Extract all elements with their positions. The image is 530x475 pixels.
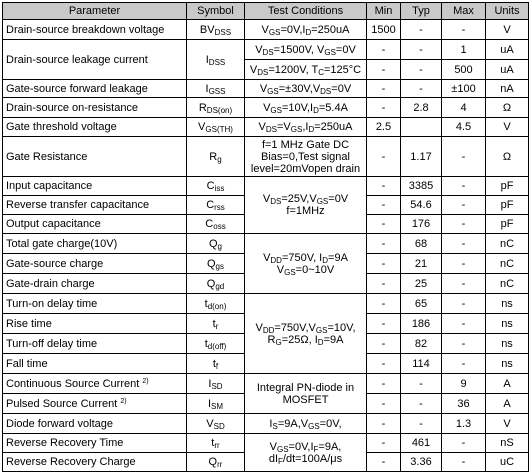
header-typ: Typ bbox=[401, 3, 442, 20]
symbol-cell: $V_{GS(TH)}$ bbox=[187, 118, 245, 137]
condition-cell: $V_{GS}=0V,I_F=9A$, $dI_F/dt=100A/\mu s$ bbox=[245, 434, 367, 472]
min-cell: - bbox=[367, 60, 401, 80]
typ-cell: 21 bbox=[401, 254, 442, 274]
condition-cell: $V_{DS}=1500V$, $V_{GS}=0V$ bbox=[245, 40, 367, 60]
typ-cell: 186 bbox=[401, 314, 442, 334]
table-row bbox=[3, 40, 529, 60]
max-cell: - bbox=[442, 334, 486, 354]
typ-cell: 82 bbox=[401, 334, 442, 354]
table-row bbox=[3, 20, 529, 40]
header-symbol: Symbol bbox=[187, 3, 245, 20]
symbol-cell: $C_{rss}$ bbox=[187, 196, 245, 215]
max-cell: - bbox=[442, 274, 486, 294]
typ-cell: - bbox=[401, 414, 442, 434]
param-cell: Output capacitance bbox=[3, 215, 187, 234]
param-cell: Turn-on delay time bbox=[3, 294, 187, 314]
typ-cell: - bbox=[401, 20, 442, 40]
unit-cell: uC bbox=[486, 453, 529, 472]
unit-cell: Ω bbox=[486, 98, 529, 118]
unit-cell: pF bbox=[486, 196, 529, 215]
typ-cell: 65 bbox=[401, 294, 442, 314]
unit-cell: pF bbox=[486, 177, 529, 196]
condition-cell: $V_{GS}=\pm 30V,V_{DS}=0V$ bbox=[245, 80, 367, 98]
header-units: Units bbox=[486, 3, 529, 20]
header-row bbox=[3, 3, 529, 20]
table-row bbox=[3, 177, 529, 196]
min-cell: - bbox=[367, 374, 401, 394]
min-cell: - bbox=[367, 453, 401, 472]
unit-cell: ns bbox=[486, 294, 529, 314]
param-cell: Reverse Recovery Charge bbox=[3, 453, 187, 472]
typ-cell: 25 bbox=[401, 274, 442, 294]
symbol-cell: $Q_g$ bbox=[187, 234, 245, 254]
min-cell: - bbox=[367, 434, 401, 453]
max-cell: ±100 bbox=[442, 80, 486, 98]
min-cell: - bbox=[367, 274, 401, 294]
max-cell: - bbox=[442, 234, 486, 254]
symbol-cell: $R_{DS(on)}$ bbox=[187, 98, 245, 118]
min-cell: - bbox=[367, 177, 401, 196]
param-cell: Pulsed Source Current $^{2)}$ bbox=[3, 394, 187, 414]
param-cell: Continuous Source Current $^{2)}$ bbox=[3, 374, 187, 394]
table-row bbox=[3, 414, 529, 434]
symbol-cell: $BV_{DSS}$ bbox=[187, 20, 245, 40]
param-cell: Diode forward voltage bbox=[3, 414, 187, 434]
max-cell: - bbox=[442, 354, 486, 374]
unit-cell: uA bbox=[486, 60, 529, 80]
min-cell: - bbox=[367, 294, 401, 314]
max-cell: 9 bbox=[442, 374, 486, 394]
symbol-cell: $R_g$ bbox=[187, 137, 245, 177]
param-cell: Reverse transfer capacitance bbox=[3, 196, 187, 215]
symbol-cell: $I_{DSS}$ bbox=[187, 40, 245, 80]
symbol-cell: $C_{oss}$ bbox=[187, 215, 245, 234]
min-cell: - bbox=[367, 137, 401, 177]
unit-cell: ns bbox=[486, 334, 529, 354]
unit-cell: Ω bbox=[486, 137, 529, 177]
min-cell: - bbox=[367, 394, 401, 414]
param-cell: Turn-off delay time bbox=[3, 334, 187, 354]
typ-cell: 114 bbox=[401, 354, 442, 374]
unit-cell: nC bbox=[486, 234, 529, 254]
symbol-cell: $I_{GSS}$ bbox=[187, 80, 245, 98]
max-cell: - bbox=[442, 254, 486, 274]
symbol-cell: $I_{SD}$ bbox=[187, 374, 245, 394]
max-cell: 500 bbox=[442, 60, 486, 80]
param-cell: Input capacitance bbox=[3, 177, 187, 196]
condition-cell: $V_{DS}=25V,V_{GS}=0V$ f=1MHz bbox=[245, 177, 367, 234]
param-cell: Rise time bbox=[3, 314, 187, 334]
table-row bbox=[3, 98, 529, 118]
typ-cell: 3385 bbox=[401, 177, 442, 196]
typ-cell: 1.17 bbox=[401, 137, 442, 177]
typ-cell: 176 bbox=[401, 215, 442, 234]
max-cell: - bbox=[442, 196, 486, 215]
typ-cell: - bbox=[401, 60, 442, 80]
param-cell: Gate-source forward leakage bbox=[3, 80, 187, 98]
symbol-cell: $t_{d(on)}$ bbox=[187, 294, 245, 314]
param-cell: Gate threshold voltage bbox=[3, 118, 187, 137]
header-test-conditions: Test Conditions bbox=[245, 3, 367, 20]
typ-cell: - bbox=[401, 394, 442, 414]
header-min: Min bbox=[367, 3, 401, 20]
symbol-cell: $V_{SD}$ bbox=[187, 414, 245, 434]
max-cell: - bbox=[442, 314, 486, 334]
typ-cell: 2.8 bbox=[401, 98, 442, 118]
param-cell: Total gate charge(10V) bbox=[3, 234, 187, 254]
symbol-cell: $Q_{gd}$ bbox=[187, 274, 245, 294]
symbol-cell: $t_{rr}$ bbox=[187, 434, 245, 453]
unit-cell: ns bbox=[486, 354, 529, 374]
unit-cell: nC bbox=[486, 254, 529, 274]
param-cell: Gate-source charge bbox=[3, 254, 187, 274]
symbol-cell: $Q_{rr}$ bbox=[187, 453, 245, 472]
condition-cell: $V_{DD}=750V,V_{GS}=10V$, $R_G=25\Omega$, $I_D=9A$ bbox=[245, 294, 367, 374]
max-cell: - bbox=[442, 20, 486, 40]
min-cell: - bbox=[367, 196, 401, 215]
typ-cell: 54.6 bbox=[401, 196, 442, 215]
typ-cell: - bbox=[401, 374, 442, 394]
table-row bbox=[3, 294, 529, 314]
min-cell: - bbox=[367, 254, 401, 274]
min-cell: - bbox=[367, 80, 401, 98]
unit-cell: nS bbox=[486, 434, 529, 453]
max-cell: 36 bbox=[442, 394, 486, 414]
table-row bbox=[3, 234, 529, 254]
max-cell: - bbox=[442, 215, 486, 234]
table-row bbox=[3, 80, 529, 98]
max-cell: 1 bbox=[442, 40, 486, 60]
param-cell: Drain-source breakdown voltage bbox=[3, 20, 187, 40]
param-cell: Gate-drain charge bbox=[3, 274, 187, 294]
param-cell: Gate Resistance bbox=[3, 137, 187, 177]
condition-cell: $V_{DS}=V_{GS},I_D=250uA$ bbox=[245, 118, 367, 137]
condition-cell: $V_{DS}=1200V$, $T_C=125^\circ C$ bbox=[245, 60, 367, 80]
max-cell: 4.5 bbox=[442, 118, 486, 137]
param-cell: Fall time bbox=[3, 354, 187, 374]
condition-cell: Integral PN-diode in MOSFET bbox=[245, 374, 367, 414]
unit-cell: nC bbox=[486, 274, 529, 294]
min-cell: - bbox=[367, 414, 401, 434]
unit-cell: uA bbox=[486, 40, 529, 60]
table-row bbox=[3, 374, 529, 394]
condition-cell: f=1 MHz Gate DC Bias=0,Test signal level=20mVopen drain bbox=[245, 137, 367, 177]
typ-cell: - bbox=[401, 80, 442, 98]
condition-cell: $V_{DD}=750V$, $I_D=9A$ $V_{GS}=0\sim 10V$ bbox=[245, 234, 367, 294]
min-cell: - bbox=[367, 40, 401, 60]
typ-cell bbox=[401, 118, 442, 137]
typ-cell: - bbox=[401, 40, 442, 60]
condition-cell: $V_{GS}=10V,I_D=5.4A$ bbox=[245, 98, 367, 118]
unit-cell: V bbox=[486, 20, 529, 40]
unit-cell: nA bbox=[486, 80, 529, 98]
min-cell: - bbox=[367, 334, 401, 354]
symbol-cell: $t_r$ bbox=[187, 314, 245, 334]
min-cell: - bbox=[367, 314, 401, 334]
symbol-cell: $C_{iss}$ bbox=[187, 177, 245, 196]
typ-cell: 68 bbox=[401, 234, 442, 254]
param-cell: Drain-source on-resistance bbox=[3, 98, 187, 118]
header-parameter: Parameter bbox=[3, 3, 187, 20]
unit-cell: A bbox=[486, 394, 529, 414]
max-cell: - bbox=[442, 453, 486, 472]
param-cell: Drain-source leakage current bbox=[3, 40, 187, 80]
table-row bbox=[3, 137, 529, 177]
max-cell: - bbox=[442, 294, 486, 314]
table-row bbox=[3, 434, 529, 453]
condition-cell: $V_{GS}=0V,I_D=250uA$ bbox=[245, 20, 367, 40]
min-cell: - bbox=[367, 98, 401, 118]
symbol-cell: $I_{SM}$ bbox=[187, 394, 245, 414]
unit-cell: A bbox=[486, 374, 529, 394]
typ-cell: 3.36 bbox=[401, 453, 442, 472]
min-cell: 1500 bbox=[367, 20, 401, 40]
min-cell: - bbox=[367, 354, 401, 374]
min-cell: 2.5 bbox=[367, 118, 401, 137]
header-max: Max bbox=[442, 3, 486, 20]
symbol-cell: $Q_{gs}$ bbox=[187, 254, 245, 274]
max-cell: 4 bbox=[442, 98, 486, 118]
max-cell: - bbox=[442, 177, 486, 196]
max-cell: - bbox=[442, 137, 486, 177]
unit-cell: pF bbox=[486, 215, 529, 234]
symbol-cell: $t_{d(off)}$ bbox=[187, 334, 245, 354]
unit-cell: ns bbox=[486, 314, 529, 334]
max-cell: 1.3 bbox=[442, 414, 486, 434]
unit-cell: V bbox=[486, 414, 529, 434]
typ-cell: 461 bbox=[401, 434, 442, 453]
min-cell: - bbox=[367, 215, 401, 234]
condition-cell: $I_S=9A,V_{GS}=0V$, bbox=[245, 414, 367, 434]
min-cell: - bbox=[367, 234, 401, 254]
max-cell: - bbox=[442, 434, 486, 453]
symbol-cell: $t_f$ bbox=[187, 354, 245, 374]
param-cell: Reverse Recovery Time bbox=[3, 434, 187, 453]
table-row bbox=[3, 118, 529, 137]
unit-cell: V bbox=[486, 118, 529, 137]
specs-table bbox=[2, 2, 529, 472]
